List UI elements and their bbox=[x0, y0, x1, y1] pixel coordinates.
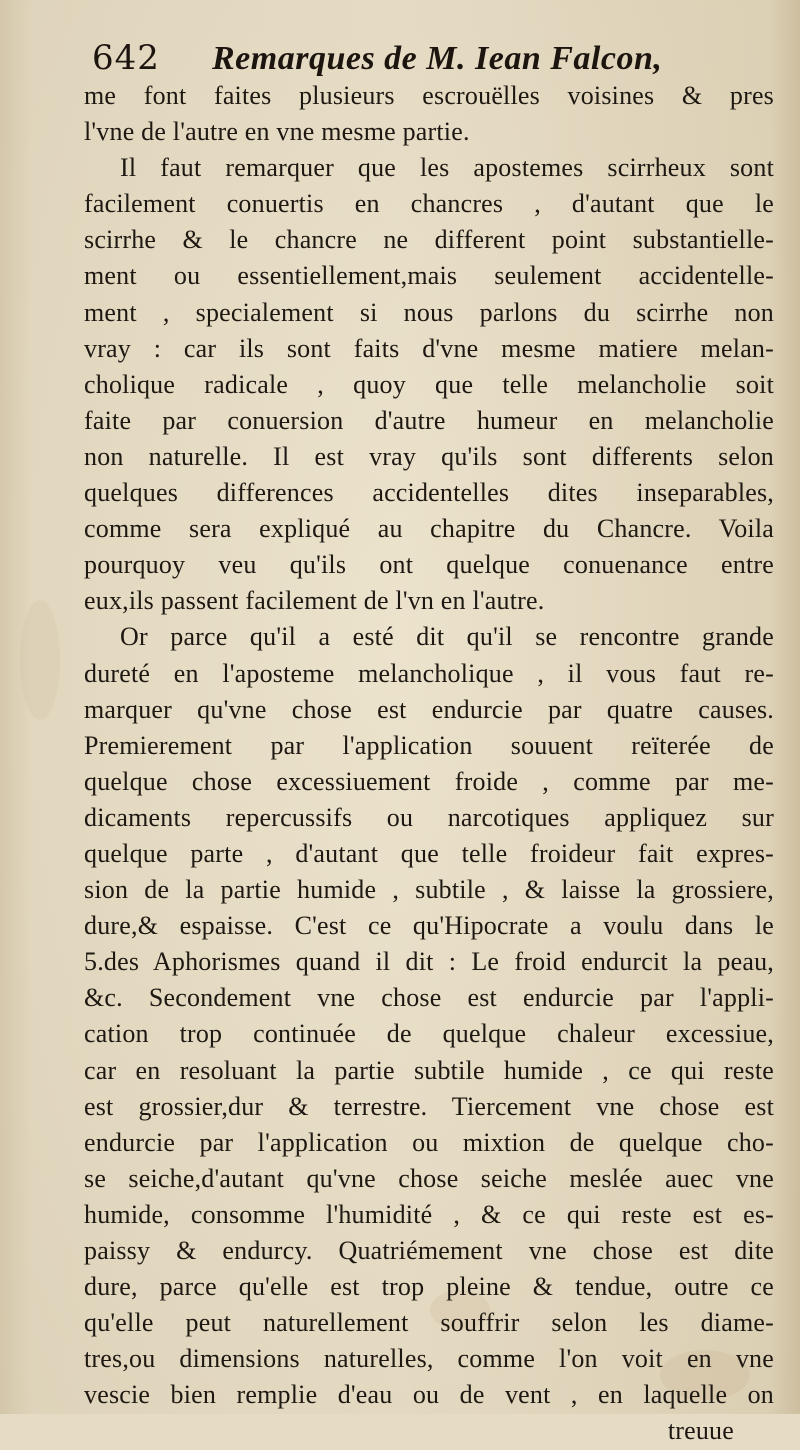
text-line: tres,ou dimensions naturelles, comme l'on voit en vne bbox=[84, 1344, 774, 1374]
text-line: &c. Secondement vne chose est endurcie par l'appli- bbox=[84, 983, 774, 1013]
text-line: scirrhe & le chancre ne different point substantielle- bbox=[84, 225, 774, 255]
text-line: cation trop continuée de quelque chaleur excessiue, bbox=[84, 1019, 774, 1049]
text-line: cholique radicale , quoy que telle melancholie soit bbox=[84, 369, 774, 399]
text-line: vray : car ils sont faits d'vne mesme matiere melan- bbox=[84, 333, 774, 363]
text-line: paissy & endurcy. Quatriémement vne chose est dite bbox=[84, 1236, 774, 1265]
text-line: quelque chose excessiuement froide , comme par me- bbox=[84, 766, 774, 796]
text-line: Il faut remarquer que les apostemes scirrheux sont bbox=[120, 153, 774, 183]
text-line: pourquoy veu qu'ils ont quelque conuenance entre bbox=[84, 550, 774, 580]
catchword: treuue bbox=[667, 1416, 734, 1446]
text-line: quelque parte , d'autant que telle froideur fait expres- bbox=[84, 838, 774, 868]
text-line: Premierement par l'application souuent reïterée de bbox=[84, 730, 774, 760]
paper-stain bbox=[20, 600, 60, 720]
text-line: comme sera expliqué au chapitre du Chancre. Voila bbox=[84, 514, 774, 544]
text-line: car en resoluant la partie subtile humide , ce qui reste bbox=[84, 1055, 774, 1085]
text-line: marquer qu'vne chose est endurcie par quatre causes. bbox=[84, 694, 774, 724]
text-line: dureté en l'aposteme melancholique , il vous faut re- bbox=[84, 658, 774, 688]
page-number: 642 bbox=[92, 38, 160, 78]
text-line: est grossier,dur & terrestre. Tiercement vne chose est bbox=[84, 1091, 774, 1121]
text-line: qu'elle peut naturellement souffrir selon les diame- bbox=[84, 1308, 774, 1338]
text-line: endurcie par l'application ou mixtion de quelque cho- bbox=[84, 1127, 774, 1157]
text-line: 5.des Aphorismes quand il dit : Le froid endurcit la peau, bbox=[84, 947, 774, 977]
text-line: facilement conuertis en chancres , d'autant que le bbox=[84, 189, 774, 219]
body-text bbox=[84, 78, 774, 1450]
text-line: dicaments repercussifs ou narcotiques appliquez sur bbox=[84, 802, 774, 832]
text-line: humide, consomme l'humidité , & ce qui reste est es- bbox=[84, 1199, 774, 1229]
running-title: Remarques de M. Iean Falcon, bbox=[212, 40, 663, 77]
text-line: eux,ils passent facilement de l'vn en l'autre. bbox=[84, 586, 545, 616]
text-line: faite par conuersion d'autre humeur en melancholie bbox=[84, 405, 774, 435]
text-line: dure, parce qu'elle est trop pleine & tendue, outre ce bbox=[84, 1272, 774, 1302]
text-line: sion de la partie humide , subtile , & laisse la grossiere, bbox=[84, 875, 774, 905]
text-line: Or parce qu'il a esté dit qu'il se rencontre grande bbox=[120, 622, 774, 652]
text-line: dure,& espaisse. C'est ce qu'Hipocrate a voulu dans le bbox=[84, 911, 774, 941]
text-line: ment ou essentiellement,mais seulement accidentelle- bbox=[84, 261, 774, 291]
text-line: se seiche,d'autant qu'vne chose seiche meslée auec vne bbox=[84, 1163, 774, 1193]
text-line: quelques differences accidentelles dites inseparables, bbox=[84, 478, 774, 508]
text-line: ment , specialement si nous parlons du scirrhe non bbox=[84, 297, 774, 327]
text-line: vescie bien remplie d'eau ou de vent , en laquelle on bbox=[84, 1380, 774, 1410]
text-line: l'vne de l'autre en vne mesme partie. bbox=[84, 117, 470, 147]
text-line: non naturelle. Il est vray qu'ils sont differents selon bbox=[84, 441, 774, 471]
text-line: me font faites plusieurs escrouëlles voisines & pres bbox=[84, 81, 774, 110]
